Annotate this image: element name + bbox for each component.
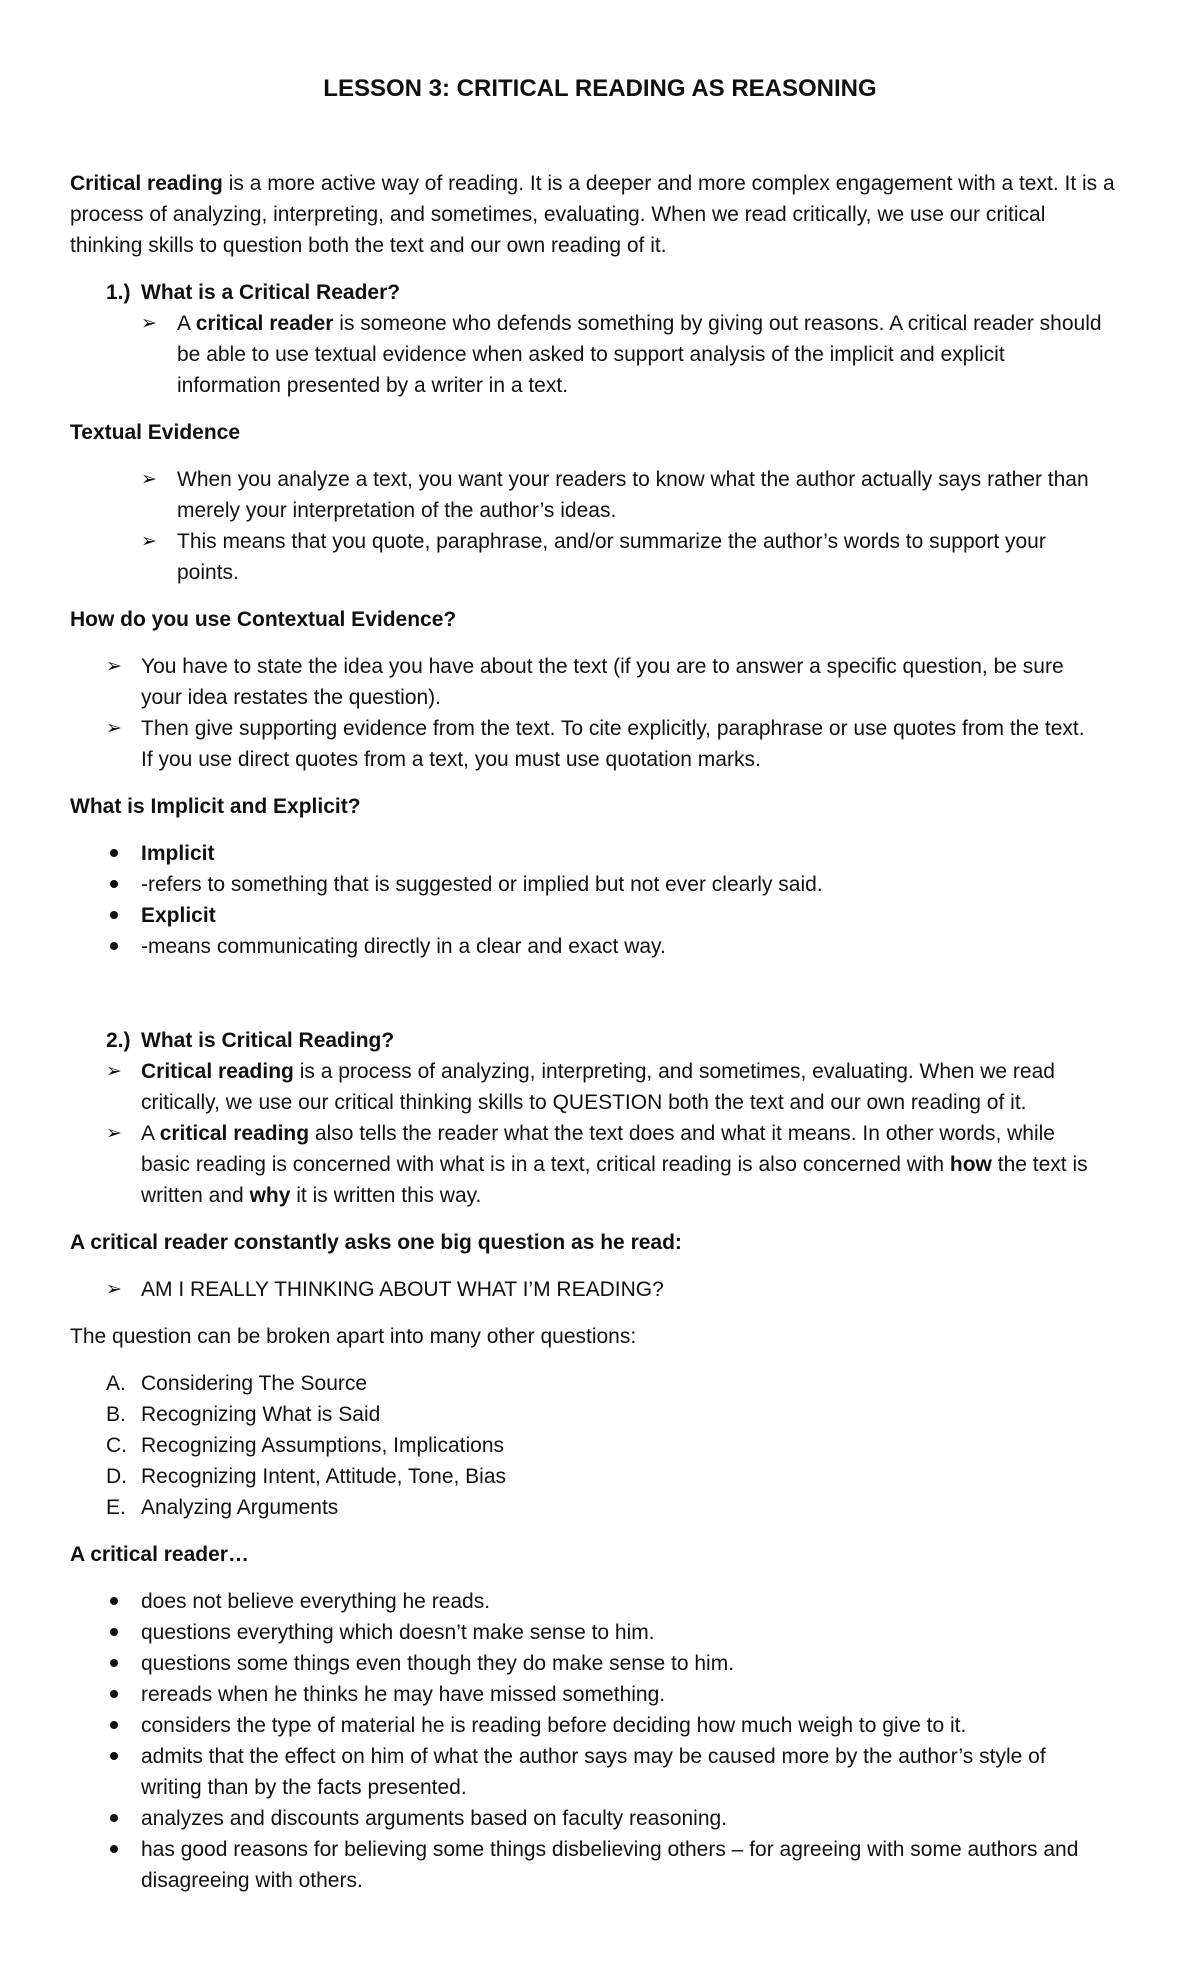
- section2-bullet1-line-2: critically, we use our critical thinking skills to QUESTION both the text and our own reading of it.: [141, 1091, 1027, 1114]
- list-item: admits that the effect on him of what the author says may be caused more by the author’s style of: [141, 1745, 1046, 1768]
- list-letter: C.: [106, 1434, 127, 1457]
- big-question-bullet: AM I REALLY THINKING ABOUT WHAT I’M READING?: [141, 1278, 664, 1301]
- intro-line-1-text: is a more active way of reading. It is a deeper and more complex engagement with a text. It is a: [222, 172, 1115, 195]
- contextual-evidence-bullet-1-line-2: your idea restates the question).: [141, 686, 442, 709]
- textual-evidence-bullet-2-line-2: points.: [177, 561, 239, 584]
- intro-line-3: thinking skills to question both the text and our own reading of it.: [70, 234, 667, 257]
- bullet-dot-icon: [110, 1752, 118, 1760]
- arrow-bullet-icon: ➢: [141, 469, 157, 490]
- bullet-dot-icon: [110, 911, 118, 919]
- bullet-dot-icon: [110, 849, 118, 857]
- section2-heading: What is Critical Reading?: [141, 1029, 395, 1052]
- arrow-bullet-icon: ➢: [106, 1061, 122, 1082]
- bullet-dot-icon: [110, 1845, 118, 1853]
- big-question-heading: A critical reader constantly asks one big question as he read:: [70, 1231, 682, 1254]
- arrow-bullet-icon: ➢: [141, 531, 157, 552]
- section2-bullet1-line-1: [141, 1056, 1055, 1087]
- s1-term: critical reader: [195, 312, 334, 335]
- section1-bullet-line-2: be able to use textual evidence when asked to support analysis of the implicit and explicit: [177, 343, 1005, 366]
- bullet-dot-icon: [110, 1814, 118, 1822]
- list-item: Considering The Source: [141, 1372, 368, 1395]
- page-title: LESSON 3: CRITICAL READING AS REASONING: [323, 75, 877, 102]
- bullet-dot-icon: [110, 1721, 118, 1729]
- contextual-evidence-bullet-1-line-1: You have to state the idea you have about the text (if you are to answer a specific question, be sure: [141, 655, 1064, 678]
- s2-b1-term: Critical reading: [141, 1060, 294, 1083]
- list-item-continuation: writing than by the facts presented.: [141, 1776, 467, 1799]
- s1-line1-rest: is someone who defends something by giving out reasons. A critical reader should: [333, 312, 1102, 335]
- s2-b2-line1-rest: also tells the reader what the text does and what it means. In other words, while: [309, 1122, 1055, 1145]
- arrow-bullet-icon: ➢: [106, 656, 122, 677]
- list-item: Recognizing Assumptions, Implications: [141, 1434, 505, 1457]
- s2-b2-line3-a: written and: [141, 1184, 250, 1207]
- textual-evidence-heading: Textual Evidence: [70, 421, 241, 444]
- arrow-bullet-icon: ➢: [106, 718, 122, 739]
- arrow-bullet-icon: ➢: [106, 1123, 122, 1144]
- list-item: Recognizing Intent, Attitude, Tone, Bias: [141, 1465, 507, 1488]
- implicit-explicit-heading: What is Implicit and Explicit?: [70, 795, 361, 818]
- s1-lead: A: [177, 312, 196, 335]
- s2-b1-line1-rest: is a process of analyzing, interpreting, and sometimes, evaluating. When we read: [293, 1060, 1055, 1083]
- section2-bullet2-line-1: [141, 1118, 1055, 1149]
- list-letter: B.: [106, 1403, 126, 1426]
- textual-evidence-bullet-2-line-1: This means that you quote, paraphrase, and/or summarize the author’s words to support your: [177, 530, 1046, 553]
- s2-b2-term: critical reading: [159, 1122, 310, 1145]
- list-item: Recognizing What is Said: [141, 1403, 381, 1426]
- s2-b2-line2-b: the text is: [991, 1153, 1088, 1176]
- list-item: has good reasons for believing some things disbelieving others – for agreeing with some authors and: [141, 1838, 1079, 1861]
- list-item-continuation: disagreeing with others.: [141, 1869, 363, 1892]
- bullet-dot-icon: [110, 880, 118, 888]
- textual-evidence-bullet-1-line-1: When you analyze a text, you want your readers to know what the author actually says rather than: [177, 468, 1089, 491]
- section1-number: 1.): [106, 281, 131, 304]
- s2-b2-how: how: [949, 1153, 992, 1176]
- explicit-term: Explicit: [141, 904, 216, 927]
- section2-bullet2-line-3: [141, 1180, 481, 1211]
- implicit-term: Implicit: [141, 842, 215, 865]
- list-item: analyzes and discounts arguments based on faculty reasoning.: [141, 1807, 728, 1830]
- bullet-dot-icon: [110, 1597, 118, 1605]
- list-item: considers the type of material he is reading before deciding how much weigh to give to it.: [141, 1714, 967, 1737]
- bullet-dot-icon: [110, 1628, 118, 1636]
- contextual-evidence-bullet-2-line-2: If you use direct quotes from a text, you must use quotation marks.: [141, 748, 761, 771]
- bullet-dot-icon: [110, 1659, 118, 1667]
- contextual-evidence-bullet-2-line-1: Then give supporting evidence from the text. To cite explicitly, paraphrase or use quotes from the text.: [141, 717, 1085, 740]
- list-item: questions everything which doesn’t make sense to him.: [141, 1621, 655, 1644]
- list-letter: A.: [106, 1372, 126, 1395]
- s2-b2-line3-b: it is written this way.: [290, 1184, 482, 1207]
- s2-b2-line2-a: basic reading is concerned with what is in a text, critical reading is also concerned with: [141, 1153, 950, 1176]
- list-item: Analyzing Arguments: [141, 1496, 339, 1519]
- list-item: questions some things even though they do make sense to him.: [141, 1652, 735, 1675]
- list-letter: D.: [106, 1465, 127, 1488]
- arrow-bullet-icon: ➢: [141, 313, 157, 334]
- intro-line-1: [70, 168, 1115, 199]
- explicit-definition: -means communicating directly in a clear and exact way.: [141, 935, 666, 958]
- implicit-definition: -refers to something that is suggested or implied but not ever clearly said.: [141, 873, 823, 896]
- list-letter: E.: [106, 1496, 126, 1519]
- contextual-evidence-heading: How do you use Contextual Evidence?: [70, 608, 457, 631]
- list-item: does not believe everything he reads.: [141, 1590, 491, 1613]
- section1-bullet-line-3: information presented by a writer in a text.: [177, 374, 569, 397]
- s2-b2-lead: A: [141, 1122, 160, 1145]
- bullet-dot-icon: [110, 942, 118, 950]
- list-item: rereads when he thinks he may have missed something.: [141, 1683, 666, 1706]
- s2-b2-why: why: [249, 1184, 291, 1207]
- section2-number: 2.): [106, 1029, 131, 1052]
- critical-reader-heading: A critical reader…: [70, 1543, 249, 1566]
- intro-term: Critical reading: [70, 172, 223, 195]
- arrow-bullet-icon: ➢: [106, 1279, 122, 1300]
- section1-heading: What is a Critical Reader?: [141, 281, 401, 304]
- section1-bullet-line-1: [177, 308, 1102, 339]
- big-question-intro: The question can be broken apart into many other questions:: [70, 1325, 637, 1348]
- intro-line-2: process of analyzing, interpreting, and sometimes, evaluating. When we read critically, we use our critical: [70, 203, 1046, 226]
- bullet-dot-icon: [110, 1690, 118, 1698]
- section2-bullet2-line-2: [141, 1149, 1088, 1180]
- textual-evidence-bullet-1-line-2: merely your interpretation of the author’s ideas.: [177, 499, 617, 522]
